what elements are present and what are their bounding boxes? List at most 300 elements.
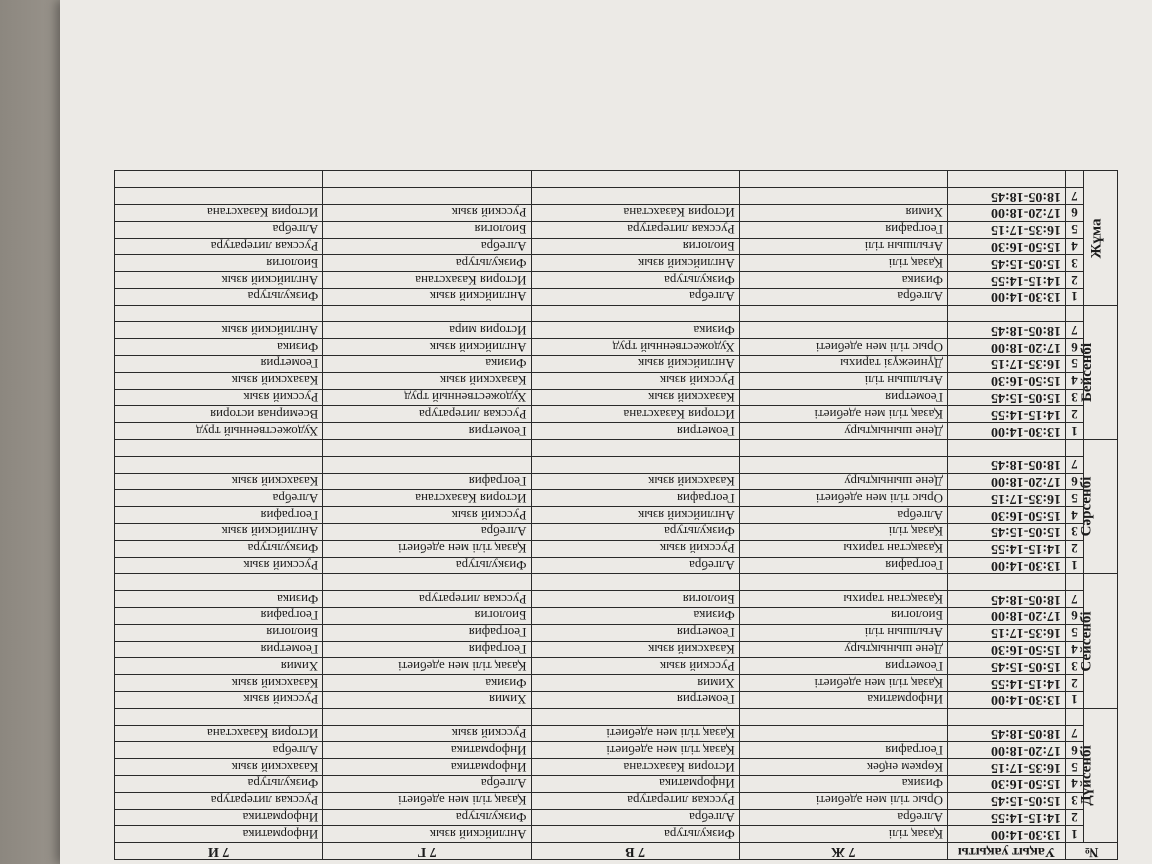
subject-cell: Алгебра <box>323 776 531 793</box>
subject-cell: Русский язык <box>323 507 531 524</box>
day-separator-row <box>115 440 1118 457</box>
subject-cell: Геометрия <box>323 423 531 440</box>
lesson-number: 6 <box>1065 473 1083 490</box>
subject-cell: Английский язык <box>531 255 739 272</box>
subject-cell: Физика <box>115 591 323 608</box>
day-separator-row <box>115 708 1118 725</box>
empty-cell <box>947 440 1065 457</box>
schedule-row <box>115 675 1118 692</box>
subject-cell: История Казахстана <box>531 204 739 221</box>
subject-cell: Русская литература <box>531 221 739 238</box>
subject-cell: Қазақ тілі <box>739 255 947 272</box>
lesson-time: 14:15-14:55 <box>947 809 1065 826</box>
subject-cell: География <box>323 473 531 490</box>
subject-cell: Казахский язык <box>323 372 531 389</box>
subject-cell: География <box>739 557 947 574</box>
subject-cell <box>739 456 947 473</box>
lesson-time: 15:50-16:30 <box>947 776 1065 793</box>
lesson-number: 7 <box>1065 725 1083 742</box>
header-time: Уақыт уақыты <box>947 843 1065 860</box>
subject-cell: Информатика <box>323 759 531 776</box>
lesson-time: 15:05-15:45 <box>947 658 1065 675</box>
subject-cell: Биология <box>323 608 531 625</box>
subject-cell <box>323 188 531 205</box>
subject-cell: Всемирная история <box>115 406 323 423</box>
lesson-time: 17:20-18:00 <box>947 608 1065 625</box>
subject-cell: Английский язык <box>115 272 323 289</box>
schedule-row <box>115 389 1118 406</box>
lesson-number: 4 <box>1065 641 1083 658</box>
subject-cell: Английский язык <box>531 356 739 373</box>
lesson-time: 15:50-16:30 <box>947 507 1065 524</box>
empty-cell <box>739 574 947 591</box>
subject-cell: Русская литература <box>115 792 323 809</box>
lesson-number: 2 <box>1065 540 1083 557</box>
header-class-7v: 7 В <box>531 843 739 860</box>
subject-cell: Дене шынықтыру <box>739 423 947 440</box>
lesson-time: 15:50-16:30 <box>947 641 1065 658</box>
subject-cell <box>531 456 739 473</box>
subject-cell: Қазақ тілі <box>739 826 947 843</box>
schedule-row <box>115 188 1118 205</box>
subject-cell: Геометрия <box>739 389 947 406</box>
lesson-number: 5 <box>1065 490 1083 507</box>
lesson-number: 1 <box>1065 423 1083 440</box>
subject-cell: Химия <box>531 675 739 692</box>
empty-cell <box>323 574 531 591</box>
subject-cell: Алгебра <box>531 809 739 826</box>
subject-cell: Физика <box>531 322 739 339</box>
subject-cell: Қазақстан тарихы <box>739 591 947 608</box>
subject-cell: Казахский язык <box>531 641 739 658</box>
subject-cell: География <box>115 608 323 625</box>
empty-cell <box>739 708 947 725</box>
lesson-number: 3 <box>1065 524 1083 541</box>
schedule-table <box>114 170 1118 860</box>
subject-cell: Алгебра <box>531 557 739 574</box>
subject-cell: Алгебра <box>115 490 323 507</box>
lesson-time: 17:20-18:00 <box>947 742 1065 759</box>
lesson-time: 17:20-18:00 <box>947 204 1065 221</box>
subject-cell: Информатика <box>739 692 947 709</box>
subject-cell: Геометрия <box>531 692 739 709</box>
subject-cell: Английский язык <box>115 322 323 339</box>
header-row <box>115 843 1118 860</box>
schedule-row <box>115 624 1118 641</box>
schedule-row <box>115 423 1118 440</box>
subject-cell: Орыс тілі мен әдебиеті <box>739 792 947 809</box>
subject-cell <box>739 188 947 205</box>
paper-sheet <box>60 0 1152 864</box>
lesson-time: 16:35-17:15 <box>947 221 1065 238</box>
schedule-row <box>115 204 1118 221</box>
schedule-row <box>115 641 1118 658</box>
subject-cell: Биология <box>115 255 323 272</box>
empty-cell <box>1065 305 1083 322</box>
schedule-sheet-upside-down <box>60 0 1152 864</box>
lesson-time: 16:35-17:15 <box>947 624 1065 641</box>
lesson-number: 1 <box>1065 692 1083 709</box>
subject-cell: Орыс тілі мен әдебиеті <box>739 490 947 507</box>
lesson-time: 14:15-14:55 <box>947 540 1065 557</box>
schedule-row <box>115 809 1118 826</box>
lesson-number: 5 <box>1065 624 1083 641</box>
lesson-number: 7 <box>1065 188 1083 205</box>
empty-cell <box>115 574 323 591</box>
subject-cell: Русский язык <box>531 658 739 675</box>
empty-cell <box>323 708 531 725</box>
lesson-number: 6 <box>1065 204 1083 221</box>
subject-cell: Русский язык <box>115 389 323 406</box>
lesson-time: 13:30-14:00 <box>947 826 1065 843</box>
subject-cell: Геометрия <box>531 624 739 641</box>
subject-cell: География <box>323 641 531 658</box>
schedule-row <box>115 339 1118 356</box>
subject-cell: Химия <box>739 204 947 221</box>
lesson-number: 2 <box>1065 272 1083 289</box>
lesson-time: 15:05-15:45 <box>947 792 1065 809</box>
day-name: Сейсенбі <box>1078 611 1095 672</box>
subject-cell: Русский язык <box>323 204 531 221</box>
subject-cell: Биология <box>531 591 739 608</box>
lesson-number: 6 <box>1065 608 1083 625</box>
lesson-time: 15:50-16:30 <box>947 238 1065 255</box>
day-label <box>1084 171 1118 305</box>
subject-cell: Геометрия <box>739 658 947 675</box>
lesson-time: 16:35-17:15 <box>947 759 1065 776</box>
subject-cell: История Казахстана <box>323 272 531 289</box>
schedule-row <box>115 238 1118 255</box>
empty-cell <box>739 440 947 457</box>
subject-cell: История Казахстана <box>115 725 323 742</box>
subject-cell: История Казахстана <box>531 406 739 423</box>
subject-cell: История Казахстана <box>323 490 531 507</box>
subject-cell: Русский язык <box>115 557 323 574</box>
subject-cell: Русский язык <box>323 725 531 742</box>
subject-cell: Русский язык <box>531 372 739 389</box>
day-name: Жұма <box>1088 218 1105 258</box>
empty-cell <box>531 171 739 188</box>
schedule-row <box>115 255 1118 272</box>
lesson-number: 4 <box>1065 507 1083 524</box>
schedule-row <box>115 540 1118 557</box>
subject-cell: Английский язык <box>323 288 531 305</box>
lesson-time: 16:35-17:15 <box>947 356 1065 373</box>
empty-cell <box>1065 171 1083 188</box>
empty-cell <box>739 171 947 188</box>
empty-cell <box>1065 440 1083 457</box>
lesson-time: 17:20-18:00 <box>947 473 1065 490</box>
schedule-row <box>115 742 1118 759</box>
subject-cell: Геометрия <box>115 641 323 658</box>
subject-cell: История мира <box>323 322 531 339</box>
subject-cell: Казахский язык <box>115 372 323 389</box>
schedule-row <box>115 776 1118 793</box>
lesson-number: 5 <box>1065 221 1083 238</box>
lesson-time: 15:05-15:45 <box>947 389 1065 406</box>
schedule-row <box>115 473 1118 490</box>
subject-cell: География <box>739 742 947 759</box>
day-separator-row <box>115 574 1118 591</box>
subject-cell: Казахский язык <box>531 473 739 490</box>
subject-cell: История Казахстана <box>531 759 739 776</box>
subject-cell: Физика <box>739 272 947 289</box>
subject-cell: Художественный труд <box>115 423 323 440</box>
header-class-7g: 7 Г <box>323 843 531 860</box>
subject-cell: Алгебра <box>531 288 739 305</box>
empty-cell <box>323 305 531 322</box>
lesson-time: 13:30-14:00 <box>947 423 1065 440</box>
subject-cell: Қазақ тілі мен әдебиеті <box>531 725 739 742</box>
subject-cell <box>115 188 323 205</box>
day-name: Дүйсенбі <box>1078 745 1095 806</box>
subject-cell: География <box>739 221 947 238</box>
subject-cell: Алгебра <box>739 809 947 826</box>
lesson-time: 13:30-14:00 <box>947 288 1065 305</box>
subject-cell: Алгебра <box>115 742 323 759</box>
empty-cell <box>115 440 323 457</box>
subject-cell: Русский язык <box>531 540 739 557</box>
subject-cell: Физкультура <box>115 288 323 305</box>
schedule-row <box>115 524 1118 541</box>
empty-cell <box>323 440 531 457</box>
lesson-time: 18:05-18:45 <box>947 188 1065 205</box>
subject-cell: Дене шынықтыру <box>739 473 947 490</box>
empty-cell <box>947 305 1065 322</box>
lesson-time: 18:05-18:45 <box>947 322 1065 339</box>
subject-cell: Английский язык <box>115 524 323 541</box>
lesson-time: 18:05-18:45 <box>947 591 1065 608</box>
subject-cell: Физкультура <box>531 826 739 843</box>
subject-cell: Алгебра <box>739 507 947 524</box>
empty-cell <box>1065 708 1083 725</box>
subject-cell: Орыс тілі мен әдебиеті <box>739 339 947 356</box>
subject-cell: Русская литература <box>531 792 739 809</box>
empty-cell <box>531 574 739 591</box>
subject-cell: Русская литература <box>323 406 531 423</box>
subject-cell: Қазақ тілі мен әдебиеті <box>739 406 947 423</box>
schedule-row <box>115 288 1118 305</box>
lesson-time: 15:50-16:30 <box>947 372 1065 389</box>
lesson-number: 2 <box>1065 675 1083 692</box>
subject-cell: Казахский язык <box>115 473 323 490</box>
lesson-number: 3 <box>1065 792 1083 809</box>
lesson-number: 4 <box>1065 776 1083 793</box>
lesson-time: 13:30-14:00 <box>947 692 1065 709</box>
day-label <box>1078 440 1118 574</box>
lesson-number: 6 <box>1065 742 1083 759</box>
subject-cell: Дене шынықтыру <box>739 641 947 658</box>
subject-cell: Информатика <box>323 742 531 759</box>
lesson-time: 15:05-15:45 <box>947 524 1065 541</box>
subject-cell: Алгебра <box>323 238 531 255</box>
subject-cell <box>739 725 947 742</box>
subject-cell: Английский язык <box>323 339 531 356</box>
schedule-row <box>115 759 1118 776</box>
subject-cell: Казахский язык <box>115 759 323 776</box>
subject-cell: Информатика <box>115 826 323 843</box>
header-num: № <box>1065 843 1117 860</box>
empty-cell <box>531 305 739 322</box>
subject-cell: Алгебра <box>739 288 947 305</box>
subject-cell: Қазақстан тарихы <box>739 540 947 557</box>
schedule-row <box>115 372 1118 389</box>
lesson-number: 2 <box>1065 406 1083 423</box>
empty-cell <box>531 708 739 725</box>
subject-cell <box>531 188 739 205</box>
empty-cell <box>531 440 739 457</box>
empty-cell <box>1065 574 1083 591</box>
subject-cell: Қазақ тілі мен әдебиеті <box>323 792 531 809</box>
schedule-row <box>115 658 1118 675</box>
lesson-number: 7 <box>1065 456 1083 473</box>
subject-cell: Химия <box>115 658 323 675</box>
schedule-row <box>115 221 1118 238</box>
subject-cell: Ағылшын тілі <box>739 624 947 641</box>
schedule-row <box>115 456 1118 473</box>
subject-cell: География <box>323 624 531 641</box>
subject-cell: Русская литература <box>115 238 323 255</box>
lesson-number: 7 <box>1065 591 1083 608</box>
subject-cell: Ағылшын тілі <box>739 372 947 389</box>
subject-cell: Физика <box>115 339 323 356</box>
schedule-row <box>115 591 1118 608</box>
subject-cell: История Казахстана <box>115 204 323 221</box>
schedule-row <box>115 356 1118 373</box>
subject-cell: Физкультура <box>323 557 531 574</box>
subject-cell: Көркем еңбек <box>739 759 947 776</box>
subject-cell: Қазақ тілі мен әдебиеті <box>323 540 531 557</box>
subject-cell: География <box>531 490 739 507</box>
subject-cell: Биология <box>739 608 947 625</box>
lesson-time: 14:15-14:55 <box>947 406 1065 423</box>
subject-cell: Физика <box>739 776 947 793</box>
subject-cell: Физика <box>531 608 739 625</box>
subject-cell: Физика <box>323 356 531 373</box>
schedule-row <box>115 507 1118 524</box>
subject-cell: Физкультура <box>531 524 739 541</box>
subject-cell: Биология <box>115 624 323 641</box>
lesson-time: 16:35-17:15 <box>947 490 1065 507</box>
subject-cell: Ағылшын тілі <box>739 238 947 255</box>
lesson-time: 18:05-18:45 <box>947 725 1065 742</box>
empty-cell <box>115 708 323 725</box>
lesson-number: 6 <box>1065 339 1083 356</box>
lesson-time: 14:15-14:55 <box>947 272 1065 289</box>
lesson-number: 5 <box>1065 356 1083 373</box>
lesson-number: 2 <box>1065 809 1083 826</box>
subject-cell: Английский язык <box>531 507 739 524</box>
subject-cell: Қазақ тілі <box>739 524 947 541</box>
lesson-number: 1 <box>1065 557 1083 574</box>
lesson-number: 3 <box>1065 658 1083 675</box>
empty-cell <box>947 708 1065 725</box>
subject-cell: Дүниежүзі тарихы <box>739 356 947 373</box>
schedule-row <box>115 272 1118 289</box>
subject-cell: Казахский язык <box>531 389 739 406</box>
subject-cell: Физкультура <box>323 255 531 272</box>
day-separator-row <box>115 171 1118 188</box>
day-separator-row <box>115 305 1118 322</box>
subject-cell: Русский язык <box>115 692 323 709</box>
subject-cell: Биология <box>531 238 739 255</box>
lesson-number: 1 <box>1065 826 1083 843</box>
subject-cell: Информатика <box>531 776 739 793</box>
lesson-number: 7 <box>1065 322 1083 339</box>
day-name: Сәрсенбі <box>1078 476 1095 537</box>
subject-cell: Физкультура <box>531 272 739 289</box>
schedule-row <box>115 406 1118 423</box>
subject-cell: Алгебра <box>323 524 531 541</box>
schedule-row <box>115 692 1118 709</box>
lesson-number: 5 <box>1065 759 1083 776</box>
empty-cell <box>947 574 1065 591</box>
lesson-number: 4 <box>1065 372 1083 389</box>
day-label <box>1078 305 1118 439</box>
header-class-7zh: 7 Ж <box>739 843 947 860</box>
subject-cell: Русская литература <box>323 591 531 608</box>
day-label <box>1078 574 1118 708</box>
subject-cell: Физкультура <box>323 809 531 826</box>
subject-cell: Қазақ тілі мен әдебиеті <box>531 742 739 759</box>
empty-cell <box>115 305 323 322</box>
subject-cell <box>739 322 947 339</box>
subject-cell: Геометрия <box>531 423 739 440</box>
subject-cell <box>323 456 531 473</box>
subject-cell: Биология <box>323 221 531 238</box>
subject-cell: Английский язык <box>323 826 531 843</box>
lesson-time: 18:05-18:45 <box>947 456 1065 473</box>
schedule-row <box>115 557 1118 574</box>
day-label <box>1078 708 1118 842</box>
subject-cell: Қазақ тілі мен әдебиеті <box>323 658 531 675</box>
subject-cell: Қазақ тілі мен әдебиеті <box>739 675 947 692</box>
schedule-row <box>115 826 1118 843</box>
subject-cell: Художественный труд <box>323 389 531 406</box>
empty-cell <box>323 171 531 188</box>
empty-cell <box>115 171 323 188</box>
subject-cell: Казахский язык <box>115 675 323 692</box>
subject-cell: География <box>115 507 323 524</box>
subject-cell: Художественный труд <box>531 339 739 356</box>
subject-cell: Физкультура <box>115 776 323 793</box>
lesson-number: 4 <box>1065 238 1083 255</box>
subject-cell: Физика <box>323 675 531 692</box>
schedule-row <box>115 322 1118 339</box>
lesson-number: 3 <box>1065 255 1083 272</box>
day-name: Бейсенбі <box>1078 342 1095 402</box>
subject-cell <box>115 456 323 473</box>
header-class-7i: 7 И <box>115 843 323 860</box>
lesson-number: 3 <box>1065 389 1083 406</box>
empty-cell <box>739 305 947 322</box>
schedule-row <box>115 608 1118 625</box>
lesson-time: 15:05-15:45 <box>947 255 1065 272</box>
schedule-row <box>115 490 1118 507</box>
subject-cell: Физкультура <box>115 540 323 557</box>
subject-cell: Химия <box>323 692 531 709</box>
schedule-row <box>115 792 1118 809</box>
lesson-number: 1 <box>1065 288 1083 305</box>
subject-cell: Геометрия <box>115 356 323 373</box>
subject-cell: Алгебра <box>115 221 323 238</box>
lesson-time: 13:30-14:00 <box>947 557 1065 574</box>
schedule-row <box>115 725 1118 742</box>
lesson-time: 17:20-18:00 <box>947 339 1065 356</box>
lesson-time: 14:15-14:55 <box>947 675 1065 692</box>
subject-cell: Информатика <box>115 809 323 826</box>
empty-cell <box>947 171 1065 188</box>
